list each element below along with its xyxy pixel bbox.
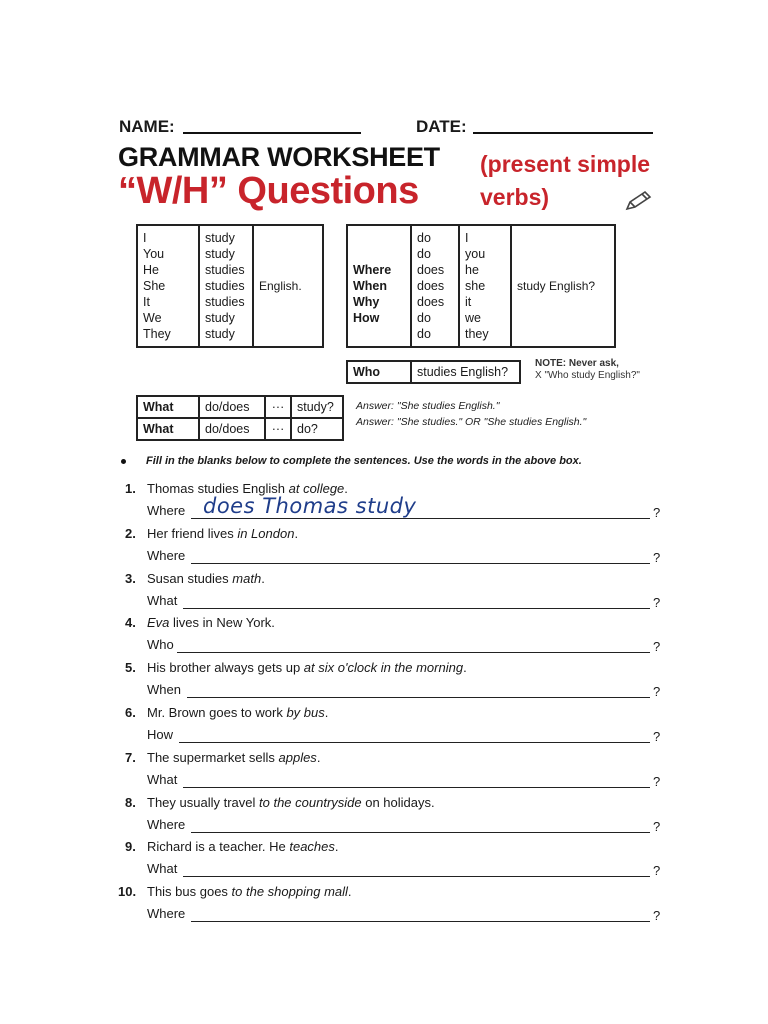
question-mark: ?	[653, 550, 661, 565]
pronoun-column	[137, 225, 199, 347]
what-cell-wh: What	[137, 396, 199, 418]
worksheet-title: GRAMMAR WORKSHEET	[118, 142, 440, 172]
question-sentence	[147, 705, 328, 720]
wh-word: When	[353, 279, 388, 293]
answer-lead-word: When	[147, 682, 181, 697]
sentence-post: .	[463, 660, 467, 675]
what-cell-dots: ···	[265, 418, 291, 440]
aux-verb: does	[417, 279, 445, 293]
answer-lead-word: What	[147, 861, 178, 876]
answer-lead-word: What	[147, 772, 178, 787]
name-field[interactable]	[183, 132, 361, 134]
note-line-2: X "Who study English?"	[535, 370, 640, 381]
question-sentence	[147, 615, 275, 630]
spacer	[353, 326, 405, 342]
subject: I	[465, 231, 469, 245]
answer-lead-word: Where	[147, 548, 186, 563]
sentence-em: apples	[278, 750, 317, 765]
verb: study	[205, 231, 235, 245]
question-mark: ?	[653, 595, 661, 610]
verb: study	[205, 327, 235, 341]
question-number: 3.	[125, 571, 136, 586]
answer-blank[interactable]	[187, 697, 650, 698]
sentence-post: .	[334, 839, 339, 854]
spacer	[353, 230, 405, 246]
pronoun: She	[143, 279, 166, 293]
note	[535, 358, 640, 382]
object-cell: English.	[253, 225, 323, 347]
answer-blank[interactable]	[191, 832, 650, 833]
question-sentence	[147, 795, 435, 810]
question-number: 4.	[125, 615, 136, 630]
wh-word: Where	[353, 263, 392, 277]
sentence-post: .	[324, 705, 329, 720]
aux-verb: does	[417, 263, 445, 277]
answer-lead-word: Where	[147, 817, 186, 832]
instruction-text: Fill in the blanks below to complete the sentences. Use the words in the above box.	[146, 455, 582, 467]
aux-verb: do	[417, 327, 431, 341]
question-sentence	[147, 660, 467, 675]
answer-note: Answer: "She studies English."	[356, 400, 500, 412]
verb: studies	[205, 263, 245, 277]
question-mark: ?	[653, 639, 661, 654]
who-cell: Who	[347, 361, 411, 383]
answer-blank[interactable]	[179, 742, 650, 743]
answer-blank[interactable]	[183, 876, 650, 877]
answer-lead-word: Who	[147, 637, 174, 652]
subject: it	[465, 295, 472, 309]
answer-blank[interactable]	[191, 518, 650, 519]
answer-lead-word: Where	[147, 906, 186, 921]
wh-word: How	[353, 311, 380, 325]
name-label: NAME:	[119, 117, 175, 136]
pronoun: He	[143, 263, 159, 277]
question-mark: ?	[653, 863, 661, 878]
verb: studies	[205, 279, 245, 293]
answer-blank[interactable]	[183, 608, 650, 609]
bullet-icon	[121, 459, 126, 464]
sentence-em: to the shopping mall	[231, 884, 348, 899]
who-table	[346, 360, 521, 384]
what-row	[137, 396, 343, 418]
sentence-pre: Thomas studies English	[147, 481, 289, 496]
subtitle-line-2: verbs)	[480, 184, 550, 210]
question-number: 5.	[125, 660, 136, 675]
question-number: 9.	[125, 839, 136, 854]
verb: study	[205, 311, 235, 325]
answer-lead-word: Where	[147, 503, 186, 518]
handwritten-answer: does Thomas study	[203, 494, 417, 518]
sentence-em: to the countryside	[259, 795, 362, 810]
answer-blank[interactable]	[191, 921, 650, 922]
statement-table	[136, 224, 324, 348]
sentence-post: .	[347, 884, 352, 899]
aux-column	[411, 225, 459, 347]
question-number: 1.	[125, 481, 136, 496]
pronoun: You	[143, 247, 165, 261]
sentence-em: Eva	[147, 615, 170, 630]
pronoun: It	[143, 295, 150, 309]
sentence-pre: His brother always gets up	[147, 660, 304, 675]
what-cell-aux: do/does	[199, 418, 265, 440]
sentence-pre: They usually travel	[147, 795, 259, 810]
sentence-em: in London	[237, 526, 295, 541]
answer-lead-word: What	[147, 593, 178, 608]
sentence-pre: Mr. Brown goes to work	[147, 705, 287, 720]
verb: studies	[205, 295, 245, 309]
what-cell-end: study?	[291, 396, 343, 418]
question-mark: ?	[653, 729, 661, 744]
sentence-em: at six o'clock in the morning	[303, 660, 464, 675]
spacer	[353, 246, 405, 262]
sentence-pre: The supermarket sells	[147, 750, 279, 765]
pronoun: We	[143, 311, 162, 325]
sentence-post: .	[294, 526, 299, 541]
pronoun: They	[143, 327, 171, 341]
pronoun: I	[143, 231, 147, 245]
date-field[interactable]	[473, 132, 653, 134]
wh-word: Why	[353, 295, 380, 309]
aux-verb: do	[417, 231, 431, 245]
sentence-em: at college	[288, 481, 345, 496]
subtitle-line-1: (present simple	[480, 151, 650, 177]
answer-blank[interactable]	[191, 563, 650, 564]
sentence-post: lives in New York.	[169, 615, 275, 630]
sentence-pre: This bus goes	[147, 884, 232, 899]
question-mark: ?	[653, 774, 661, 789]
what-table	[136, 395, 344, 441]
question-number: 7.	[125, 750, 136, 765]
subject: we	[465, 311, 481, 325]
question-sentence	[147, 839, 339, 854]
question-sentence	[147, 750, 320, 765]
question-sentence	[147, 526, 298, 541]
sentence-post: .	[344, 481, 348, 496]
wh-column	[347, 225, 411, 347]
question-table	[346, 224, 616, 348]
question-number: 6.	[125, 705, 136, 720]
what-cell-aux: do/does	[199, 396, 265, 418]
worksheet-subtitle: “W/H” Questions	[118, 170, 419, 212]
what-cell-end: do?	[291, 418, 343, 440]
subject: you	[465, 247, 486, 261]
sentence-post: .	[316, 750, 321, 765]
answer-note: Answer: "She studies." OR "She studies English."	[356, 416, 587, 428]
question-mark: ?	[653, 505, 661, 520]
question-number: 2.	[125, 526, 136, 541]
what-cell-wh: What	[137, 418, 199, 440]
note-line-1: NOTE: Never ask,	[535, 358, 619, 369]
answer-lead-word: How	[147, 727, 174, 742]
pencil-icon	[624, 190, 652, 212]
question-number: 10.	[118, 884, 137, 899]
sentence-pre: Richard is a teacher. He	[147, 839, 290, 854]
what-row	[137, 418, 343, 440]
date-label: DATE:	[416, 117, 467, 136]
sentence-pre: Susan studies	[147, 571, 233, 586]
subject: she	[465, 279, 486, 293]
question-number: 8.	[125, 795, 136, 810]
what-cell-dots: ···	[265, 396, 291, 418]
who-rest-cell: studies English?	[411, 361, 520, 383]
question-mark: ?	[653, 908, 661, 923]
sentence-em: by bus	[286, 705, 325, 720]
verb-column	[199, 225, 253, 347]
question-mark: ?	[653, 684, 661, 699]
answer-notes	[356, 398, 586, 430]
question-sentence	[147, 884, 352, 899]
answer-blank[interactable]	[183, 787, 650, 788]
question-mark: ?	[653, 819, 661, 834]
aux-verb: do	[417, 311, 431, 325]
aux-verb: do	[417, 247, 431, 261]
verb: study	[205, 247, 235, 261]
sentence-pre: Her friend lives	[147, 526, 238, 541]
answer-blank[interactable]	[177, 652, 650, 653]
question-sentence	[147, 571, 265, 586]
ending-cell: study English?	[511, 225, 615, 347]
subject: he	[465, 263, 479, 277]
sentence-post: .	[261, 571, 265, 586]
sentence-em: teaches	[289, 839, 335, 854]
subject-column	[459, 225, 511, 347]
subject: they	[465, 327, 489, 341]
sentence-post: on holidays.	[361, 795, 435, 810]
sentence-em: math	[232, 571, 262, 586]
aux-verb: does	[417, 295, 445, 309]
